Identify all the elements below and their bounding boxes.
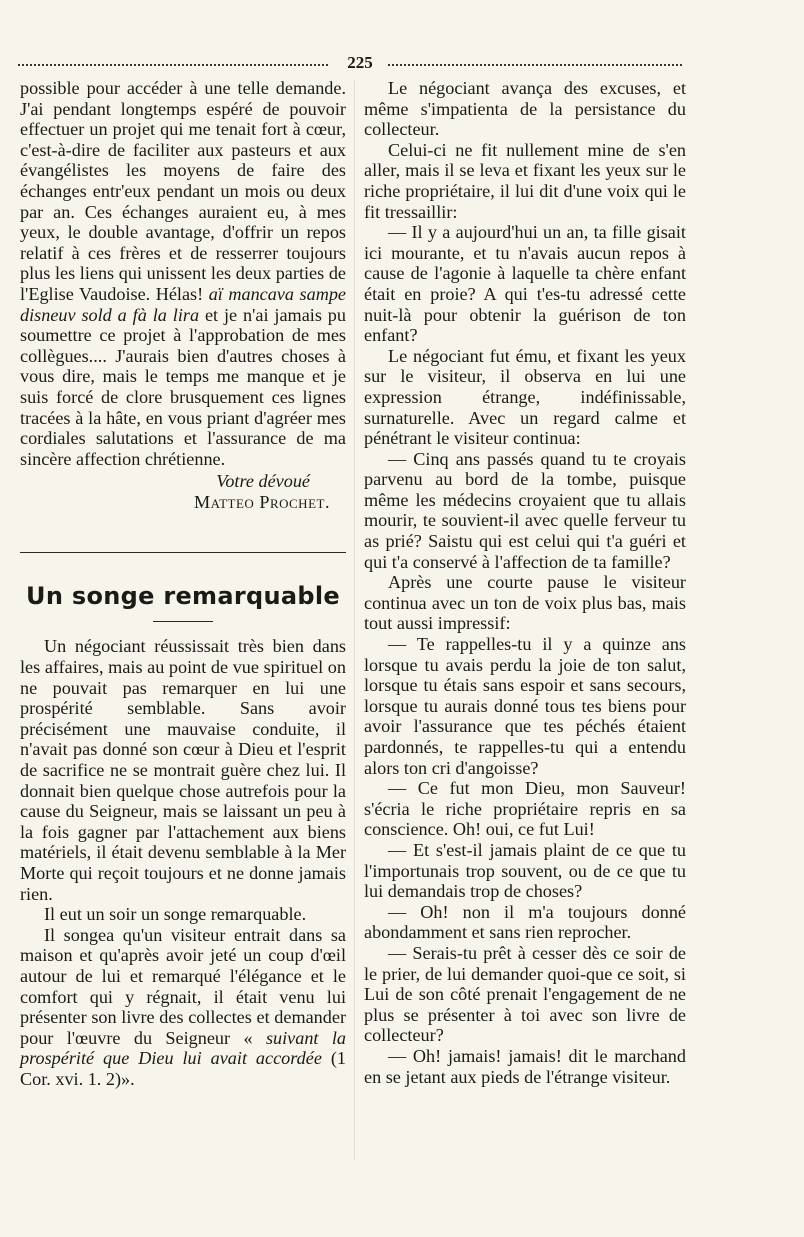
- section-divider: [20, 552, 346, 553]
- scripture-reference: (1 Cor. xvi. 1. 2)».: [20, 1048, 346, 1089]
- right-paragraph-9: — Et s'est-il jamais plaint de ce que tu l'importunais trop souvent, ou de ce que tu lui demandais trop de choses?: [364, 839, 686, 902]
- article-title: Un songe remarquable: [26, 582, 340, 611]
- page-header: [18, 52, 682, 74]
- column-gutter: [354, 80, 355, 1160]
- title-underline: [153, 621, 213, 622]
- article-italic-quote: suivant la prospérité que Dieu lui avait accordée: [20, 1027, 346, 1069]
- right-column: [364, 78, 686, 1087]
- article-paragraph-3-text: Il songea qu'un visiteur entrait dans sa maison et qu'après avoir jeté un coup d'œil autour de lui et remarqué l'élégance et le comfort qui y régnait, il était venu lui présenter son livre des collectes et demander pour l'œuvre du Seigneur «: [20, 924, 346, 1048]
- right-paragraph-8: — Ce fut mon Dieu, mon Sauveur! s'écria le riche propriétaire repris en sa conscience. Oh! oui, ce fut Lui!: [364, 778, 686, 840]
- article-paragraph-2: Il eut un soir un songe remarquable.: [44, 904, 307, 925]
- page-number: 225: [347, 53, 373, 72]
- right-paragraph-3: — Il y a aujourd'hui un an, ta fille gisait ici mourante, et tu n'avais aucun repos à cause de l'agonie à laquelle ta chère enfant était en proie? A qui t'es-tu adressé cette nuit-là pour obtenir la guérison de ton enfant?: [364, 222, 686, 346]
- signature-name: Matteo Prochet.: [193, 491, 330, 512]
- article-paragraph-3: [20, 925, 346, 1090]
- letter-paragraph: [20, 78, 346, 469]
- header-rule-right: [388, 64, 682, 66]
- right-paragraph-2: Celui-ci ne fit nullement mine de s'en aller, mais il se leva et fixant les yeux sur le riche propriétaire, il lui dit d'une voix qui le fit tressaillir:: [364, 139, 686, 222]
- header-rule-left: [18, 64, 328, 66]
- right-paragraph-4: Le négociant fut ému, et fixant les yeux sur le visiteur, il observa en lui une expression étrange, indéfinissable, surnaturelle. Avec un regard calme et pénétrant le visiteur continua:: [364, 345, 686, 449]
- signature-line: Votre dévoué: [216, 471, 310, 492]
- right-paragraph-5: — Cinq ans passés quand tu te croyais parvenu au bord de la tombe, puisque même les médecins croyaient que tu allais mourir, te souvient-il avec quelle ferveur tu as prié? Saistu qui est celui qui t'a guéri et qui t'a conservé à l'affection de ta famille?: [364, 448, 686, 572]
- left-column: [20, 78, 346, 1090]
- letter-text: possible pour accéder à une telle demande. J'ai pendant longtemps espéré de pouvoir effectuer un projet qui me tenait fort à cœur, c'est-à-dire de faciliter aux pasteurs et aux évangélistes les moyens de faire des échanges entr'eux pendant un mois ou deux par an. Ces échanges auraient eu, à mes yeux, le double avantage, d'offrir un repos relatif à ces frères et de resserrer toujours plus les liens qui unissent les deux parties de l'Eglise Vaudoise. Hélas!: [20, 78, 346, 304]
- right-paragraph-11: — Serais-tu prêt à cesser dès ce soir de le prier, de lui demander quoi-que ce soit, si Lui de son côté prenait l'engagement de ne plus se présenter à toi avec son livre de collecteur?: [364, 942, 686, 1046]
- article-paragraph-1: Un négociant réussissait très bien dans les affaires, mais au point de vue spirituel on ne pouvait pas remarquer en lui une prospérité semblable. Sans avoir précisément une mauvaise conduite, il n'avait pas donné son cœur à Dieu et l'esprit de sacrifice ne se montrait guère chez lui. Il donnait bien quelque chose autrefois pour la cause du Seigneur, mais se laissant un peu à la fois gagner par l'attachement aux biens matériels, il était devenu semblable à la Mer Morte qui reçoit toujours et ne donne jamais rien.: [20, 636, 346, 904]
- right-paragraph-6: Après une courte pause le visiteur continua avec un ton de voix plus bas, mais tout aussi impressif:: [364, 572, 686, 634]
- right-paragraph-12: — Oh! jamais! jamais! dit le marchand en se jetant aux pieds de l'étrange visiteur.: [364, 1045, 686, 1087]
- right-paragraph-1: Le négociant avança des excuses, et même s'impatienta de la persistance du collecteur.: [364, 78, 686, 140]
- right-paragraph-10: — Oh! non il m'a toujours donné abondamment et sans rien reprocher.: [364, 901, 686, 943]
- letter-italic-quote: aï mancava sampe disneuv sold a fà la lira: [20, 283, 347, 325]
- letter-text-continued: et je n'ai jamais pu soumettre ce projet à l'approbation de mes collègues.... J'aurais bien d'autres choses à vous dire, mais le temps me manque et je suis forcé de clore brusquement ces lignes tracées à la hâte, en vous priant d'agréer mes cordiales salutations et l'assurance de ma sincère affection chrétienne.: [20, 304, 346, 469]
- right-paragraph-7: — Te rappelles-tu il y a quinze ans lorsque tu avais perdu la joie de ton salut, lorsque tu étais sans espoir et sans secours, lorsque tu aurais donné tous tes biens pour avoir l'assurance que tes péchés étaient pardonnés, te rappelles-tu qui a entendu alors ton cri d'angoisse?: [364, 634, 686, 778]
